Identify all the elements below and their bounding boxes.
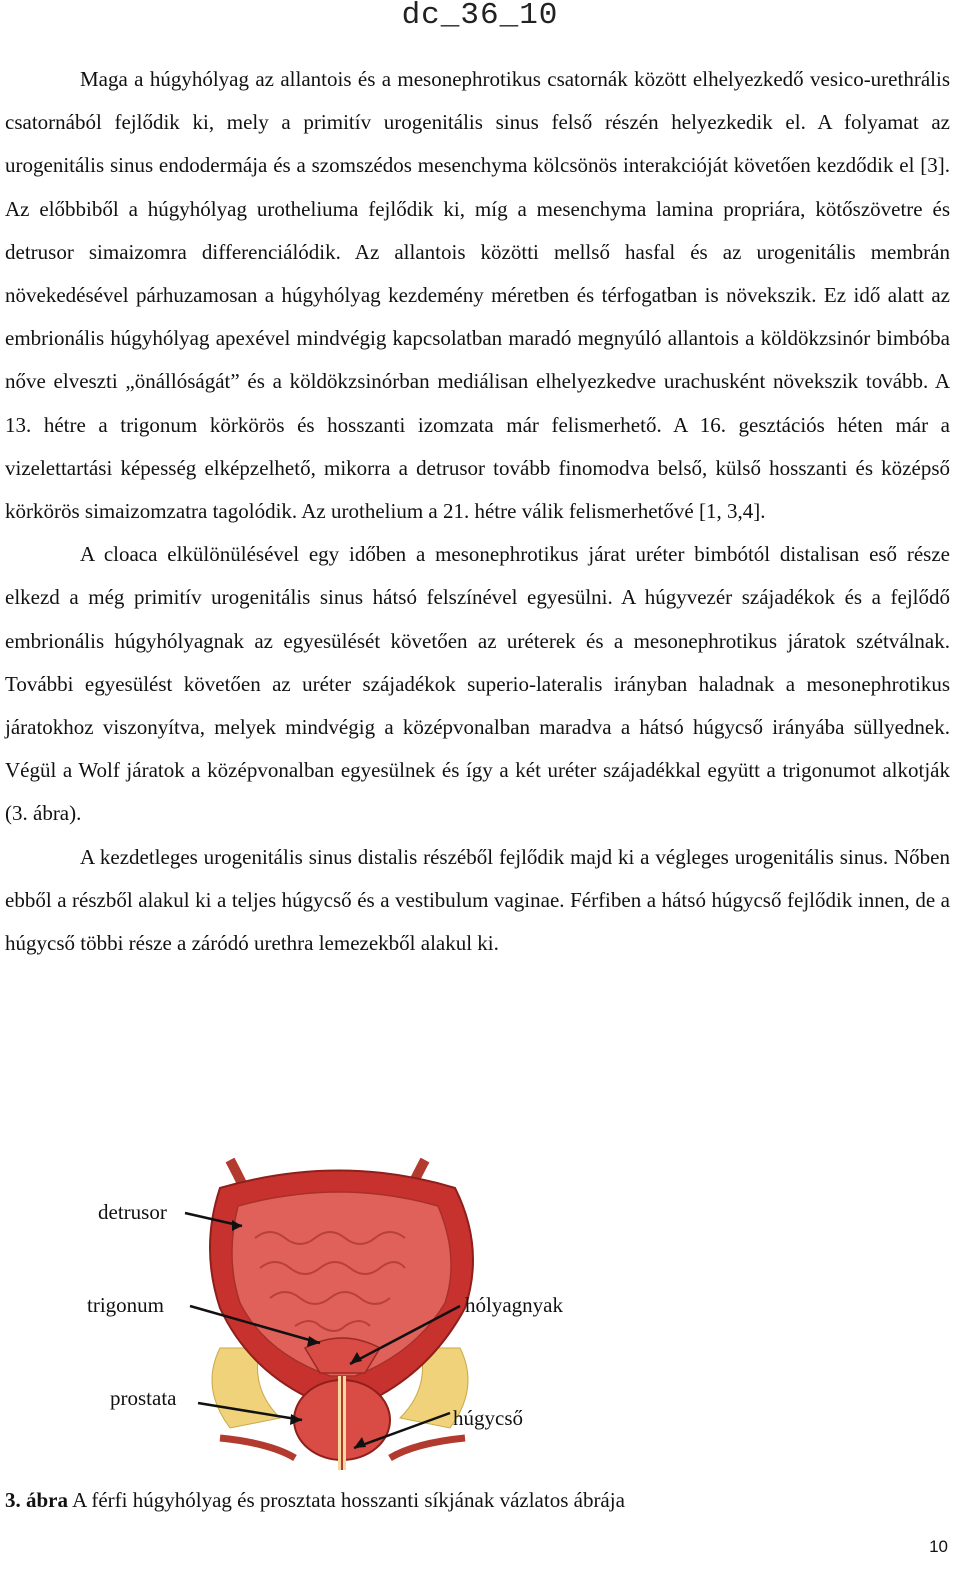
pelvic-vessel-left bbox=[220, 1438, 295, 1458]
label-holyagnyak: hólyagnyak bbox=[465, 1293, 563, 1317]
body-text bbox=[5, 58, 950, 965]
label-hugycso: húgycső bbox=[453, 1406, 523, 1430]
label-detrusor: detrusor bbox=[98, 1200, 167, 1224]
document-id-header: dc_36_10 bbox=[401, 0, 559, 33]
figure-number: 3. ábra bbox=[5, 1488, 68, 1512]
figure-caption-text: A férfi húgyhólyag és prosztata hosszanti síkjának vázlatos ábrája bbox=[72, 1488, 625, 1512]
paragraph-2: A cloaca elkülönülésével egy időben a mesonephrotikus járat uréter bimbótól distalisan eső része elkezd a még primitív urogenitális sinus hátsó felszínével egyesülni. A húgyvezér szájadékok és a fejlődő embrionális húgyhólyagnak az egyesülését követően az uréterek és a mesonephrotikus járatok szétválnak. További egyesülést követően az uréter szájadékok superio-lateralis irányban haladnak a mesonephrotikus járatokhoz viszonyítva, melyek mindvégig a középvonalban maradva a hátsó húgycső irányába süllyednek. Végül a Wolf járatok a középvonalban egyesülnek és így a két uréter szájadékkal együtt a trigonumot alkotják (3. ábra). bbox=[5, 542, 950, 826]
bladder-figure bbox=[80, 1158, 640, 1470]
label-trigonum: trigonum bbox=[87, 1293, 164, 1317]
figure-caption bbox=[5, 1487, 625, 1513]
paragraph-1: Maga a húgyhólyag az allantois és a mesonephrotikus csatornák között elhelyezkedő vesico-urethrális csatornából fejlődik ki, mely a primitív urogenitális sinus felső részén helyezkedik el. A folyamat az urogenitális sinus endodermája és a szomszédos mesenchyma kölcsönös interakcióját követően kezdődik el [3]. Az előbbiből a húgyhólyag urotheliuma fejlődik ki, míg a mesenchyma lamina propriára, kötőszövetre és detrusor simaizomra differenciálódik. Az allantois közötti mellső hasfal és az urogenitális membrán növekedésével párhuzamosan a húgyhólyag kezdemény méretben és térfogatban is növekszik. Ez idő alatt az embrionális húgyhólyag apexével mindvégig kapcsolatban maradó megnyúló allantois a köldökzsinór bimbóba nőve elveszti „önállóságát” és a köldökzsinórban mediálisan elhelyezkedve urachusként növekszik tovább. A 13. hétre a trigonum körkörös és hosszanti izomzata már felismerhető. A 16. gesztációs héten már a vizelettartási képesség elképzelhető, mikorra a detrusor tovább finomodva belső, külső hosszanti és középső körkörös simaizomzatra tagolódik. Az urothelium a 21. hétre válik felismerhetővé [1, 3,4]. bbox=[5, 67, 950, 524]
paragraph-3: A kezdetleges urogenitális sinus distalis részéből fejlődik majd ki a végleges urogenitális sinus. Nőben ebből a részből alakul ki a teljes húgycső és a vestibulum vaginae. Férfiben a hátsó húgycső fejlődik innen, de a húgycső többi része a záródó urethra lemezekből alakul ki. bbox=[5, 844, 950, 956]
page-number: 10 bbox=[929, 1537, 948, 1556]
pelvic-vessel-right bbox=[390, 1438, 465, 1458]
label-prostata: prostata bbox=[110, 1386, 177, 1410]
